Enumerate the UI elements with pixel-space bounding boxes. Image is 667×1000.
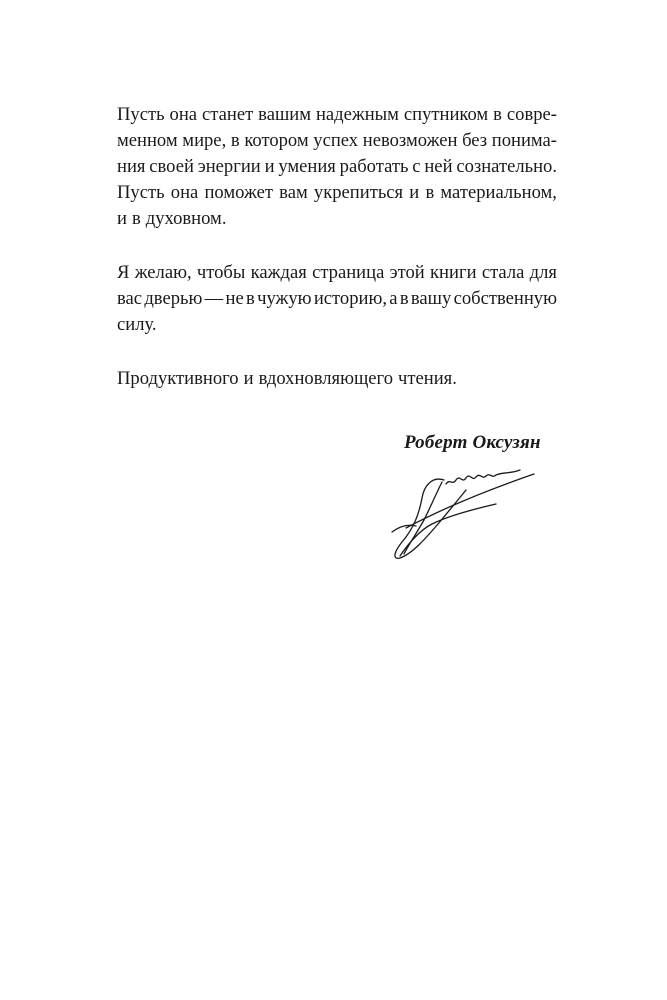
text-line: силу. — [117, 314, 157, 335]
text-line: Продуктивного и вдохновляющего чтения. — [117, 368, 457, 389]
text-line: Пусть она станет вашим надежным спутником в совре- — [117, 104, 557, 125]
text-line: менном мире, в котором успех невозможен без понима- — [117, 130, 557, 151]
paragraph-gap — [117, 232, 557, 260]
body-text — [117, 102, 557, 392]
text-line: и в духовном. — [117, 208, 227, 229]
paragraph — [117, 260, 557, 338]
text-line: ния своей энергии и умения работать с ней сознательно. — [117, 156, 557, 177]
paragraph — [117, 366, 557, 392]
paragraph-gap — [117, 338, 557, 366]
text-line: Я желаю, чтобы каждая страница этой книги стала для — [117, 262, 557, 283]
text-line: вас дверью — не в чужую историю, а в вашу собственную — [117, 288, 557, 309]
signature-icon — [386, 468, 546, 566]
author-name: Роберт Оксузян — [404, 432, 541, 453]
text-line: Пусть она поможет вам укрепиться и в материальном, — [117, 182, 557, 203]
paragraph — [117, 102, 557, 232]
